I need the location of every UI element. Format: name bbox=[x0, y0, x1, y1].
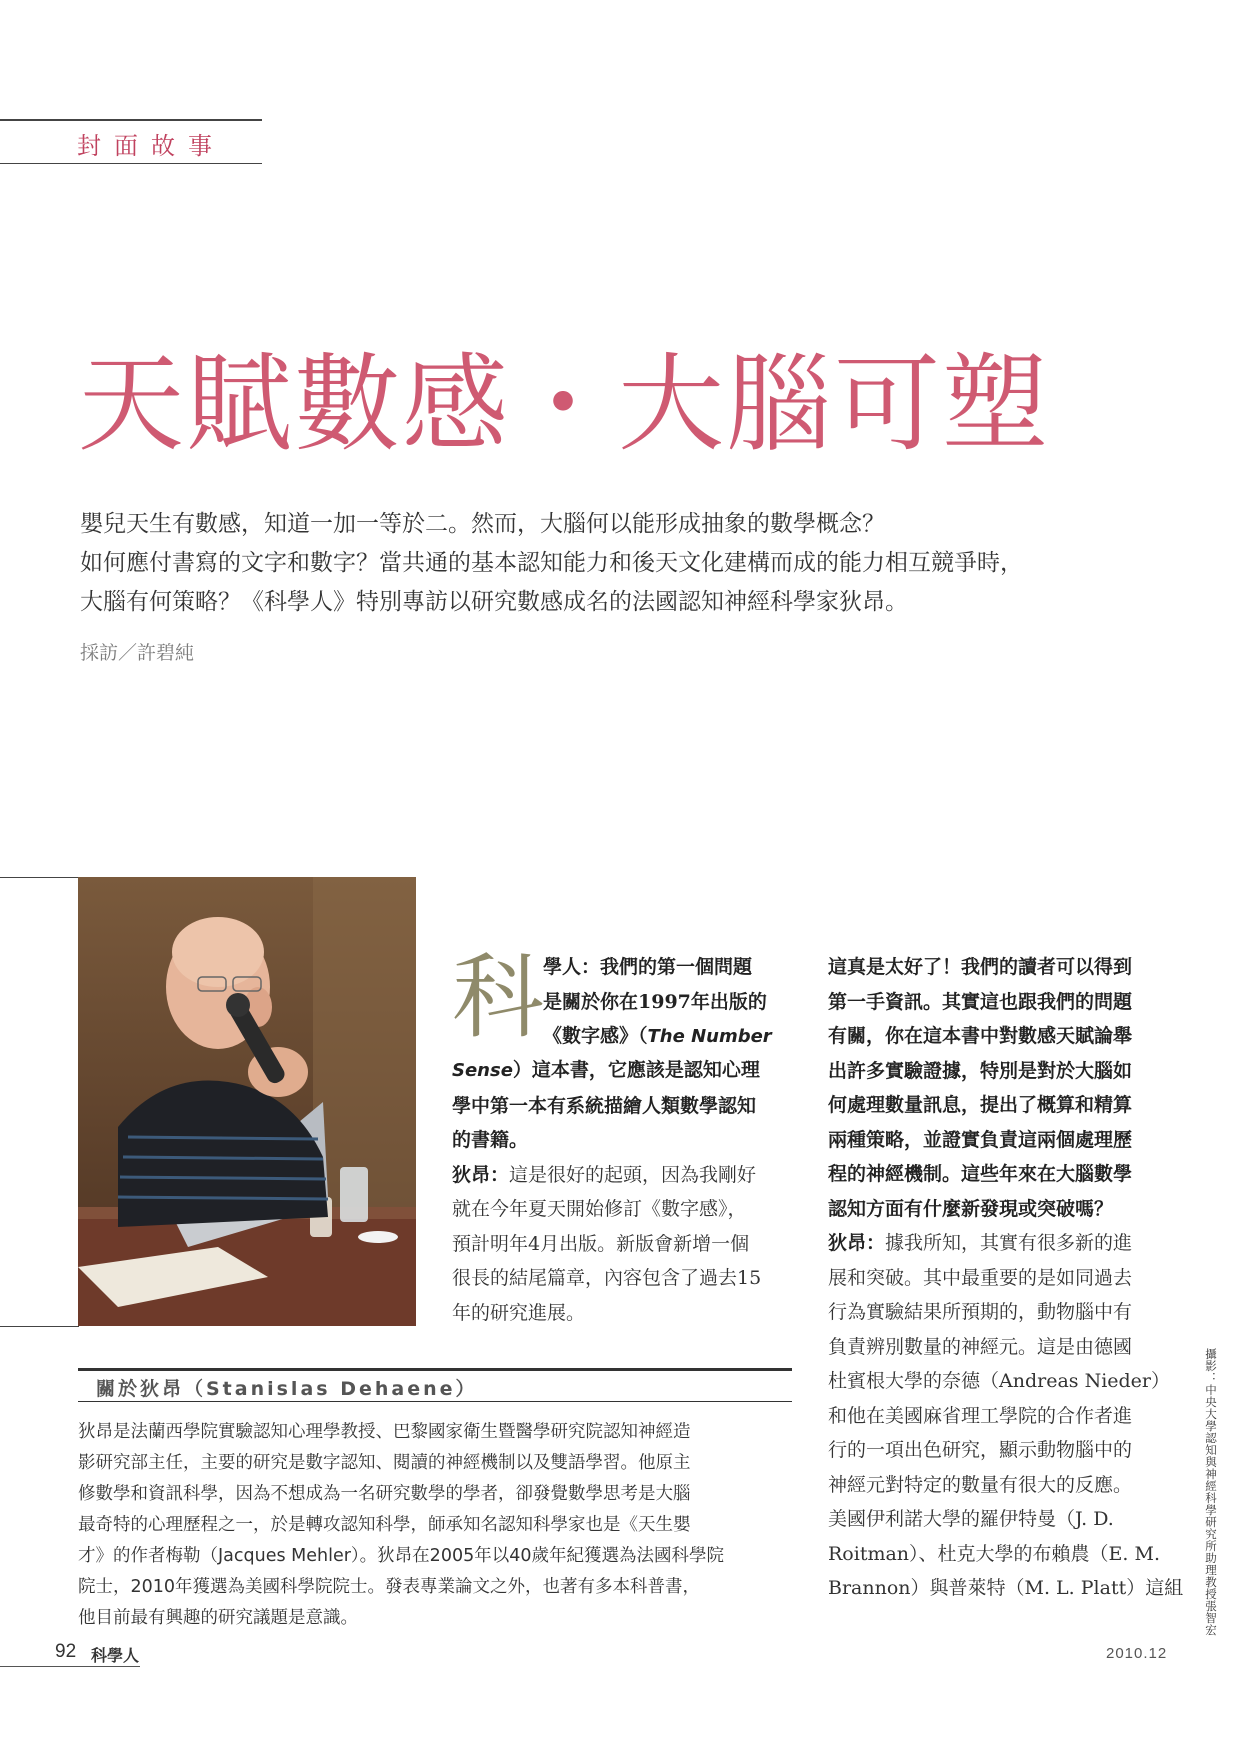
answer-line: 杜賓根大學的奈德（Andreas Nieder） bbox=[828, 1370, 1171, 1392]
article-title: 天賦數感・大腦可塑 bbox=[78, 343, 1050, 466]
question-line: 有關，你在這本書中對數感天賦論舉 bbox=[828, 1025, 1133, 1047]
answer-line: 負責辨別數量的神經元。這是由德國 bbox=[828, 1335, 1133, 1358]
answer-line bbox=[452, 1158, 792, 1193]
book-title-en: The Number bbox=[647, 1026, 772, 1047]
question-line: 何處理數量訊息，提出了概算和精算 bbox=[828, 1094, 1133, 1116]
question-line: 程的神經機制。這些年來在大腦數學 bbox=[828, 1163, 1133, 1185]
interview-right-column bbox=[828, 950, 1184, 1606]
interview-middle-column bbox=[452, 1053, 792, 1330]
footer-rule bbox=[0, 1666, 140, 1667]
issue-date: 2010.12 bbox=[1106, 1645, 1168, 1662]
intro-line: 如何應付書寫的文字和數字？當共通的基本認知能力和後天文化建構而成的能力相互競爭時， bbox=[80, 550, 1023, 576]
drop-cap: 科 bbox=[452, 944, 545, 1051]
about-line: 院士，2010年獲選為美國科學院院士。發表專業論文之外，也著有多本科普書， bbox=[78, 1577, 701, 1597]
speaker-photo-illustration bbox=[78, 877, 416, 1326]
answer-line: Brannon）與普萊特（M. L. Platt）這組 bbox=[828, 1577, 1184, 1599]
speaker-photo bbox=[78, 877, 416, 1326]
article-intro bbox=[80, 505, 1160, 622]
intro-line: 嬰兒天生有數感，知道一加一等於二。然而，大腦何以能形成抽象的數學概念？ bbox=[80, 511, 885, 537]
answer-text: 這是很好的起頭，因為我剛好 bbox=[509, 1163, 757, 1186]
book-title-zh: 《數字感》（ bbox=[543, 1025, 648, 1047]
about-line: 才》的作者梅勒（Jacques Mehler）。狄昂在2005年以40歲年紀獲選為法國科學院 bbox=[78, 1546, 724, 1566]
question-line: 這真是太好了！我們的讀者可以得到 bbox=[828, 956, 1133, 978]
answer-line: 預計明年4月出版。新版會新增一個 bbox=[452, 1232, 750, 1255]
answer-line: 行為實驗結果所預期的，動物腦中有 bbox=[828, 1301, 1133, 1323]
section-label: 封面故事 bbox=[77, 132, 225, 160]
dropcap-lines bbox=[543, 950, 793, 1055]
speaker-label: 狄昂： bbox=[828, 1232, 886, 1254]
photo-rule-bottom bbox=[0, 1326, 79, 1327]
about-line: 他目前最有興趣的研究議題是意識。 bbox=[78, 1608, 358, 1628]
answer-line: Roitman）、杜克大學的布賴農（E. M. bbox=[828, 1542, 1160, 1565]
section-rule-bottom bbox=[0, 163, 262, 164]
photo-rule-top bbox=[0, 877, 79, 878]
about-line: 最奇特的心理歷程之一，於是轉攻認知科學，師承知名認知科學家也是《天生嬰 bbox=[78, 1515, 691, 1535]
question-line: 的書籍。 bbox=[452, 1129, 529, 1151]
question-line: 出許多實驗證據，特別是對於大腦如 bbox=[828, 1059, 1133, 1082]
answer-line: 和他在美國麻省理工學院的合作者進 bbox=[828, 1404, 1133, 1427]
answer-line: 展和突破。其中最重要的是如同過去 bbox=[828, 1266, 1133, 1289]
about-text bbox=[78, 1417, 798, 1634]
question-line: 認知方面有什麼新發現或突破嗎？ bbox=[828, 1197, 1114, 1220]
photo-credit: 攝影：中央大學認知與神經科學研究所助理教授張智宏 bbox=[1204, 1348, 1218, 1636]
intro-line: 大腦有何策略？《科學人》特別專訪以研究數感成名的法國認知神經科學家狄昂。 bbox=[80, 589, 908, 615]
question-line: 是關於你在1997年出版的 bbox=[543, 990, 767, 1013]
author-credit: 採訪／許碧純 bbox=[80, 642, 195, 664]
about-line: 狄昂是法蘭西學院實驗認知心理學教授、巴黎國家衛生暨醫學研究院認知神經造 bbox=[78, 1422, 691, 1442]
about-line: 修數學和資訊科學，因為不想成為一名研究數學的學者，卻發覺數學思考是大腦 bbox=[78, 1484, 691, 1504]
answer-line: 很長的結尾篇章，內容包含了過去15 bbox=[452, 1267, 762, 1289]
section-rule-top bbox=[0, 119, 262, 121]
question-line: 學人：我們的第一個問題 bbox=[543, 956, 753, 978]
answer-line: 美國伊利諾大學的羅伊特曼（J. D. bbox=[828, 1508, 1114, 1530]
question-line: 第一手資訊。其實這也跟我們的問題 bbox=[828, 990, 1133, 1013]
answer-text: 據我所知，其實有很多新的進 bbox=[885, 1232, 1133, 1254]
answer-line: 就在今年夏天開始修訂《數字感》， bbox=[452, 1198, 747, 1220]
question-text: ）這本書，它應該是認知心理 bbox=[512, 1059, 760, 1081]
book-title-en: Sense bbox=[452, 1060, 513, 1081]
question-line bbox=[543, 1019, 793, 1055]
speaker-label: 狄昂： bbox=[452, 1163, 510, 1186]
about-rule-top bbox=[78, 1368, 792, 1371]
question-line: 兩種策略，並證實負責這兩個處理歷 bbox=[828, 1128, 1133, 1151]
magazine-name: 科學人 bbox=[91, 1646, 140, 1665]
page-number: 92 bbox=[55, 1641, 77, 1662]
question-line bbox=[452, 1053, 792, 1089]
answer-line: 行的一項出色研究，顯示動物腦中的 bbox=[828, 1439, 1133, 1461]
answer-line: 神經元對特定的數量有很大的反應。 bbox=[828, 1473, 1133, 1496]
about-line: 影研究部主任，主要的研究是數字認知、閱讀的神經機制以及雙語學習。他原主 bbox=[78, 1453, 691, 1473]
about-title: 關於狄昂（Stanislas Dehaene） bbox=[96, 1378, 478, 1400]
about-rule-bottom bbox=[78, 1401, 792, 1402]
answer-line bbox=[828, 1226, 1168, 1261]
question-line: 學中第一本有系統描繪人類數學認知 bbox=[452, 1094, 757, 1117]
answer-line: 年的研究進展。 bbox=[452, 1301, 586, 1324]
